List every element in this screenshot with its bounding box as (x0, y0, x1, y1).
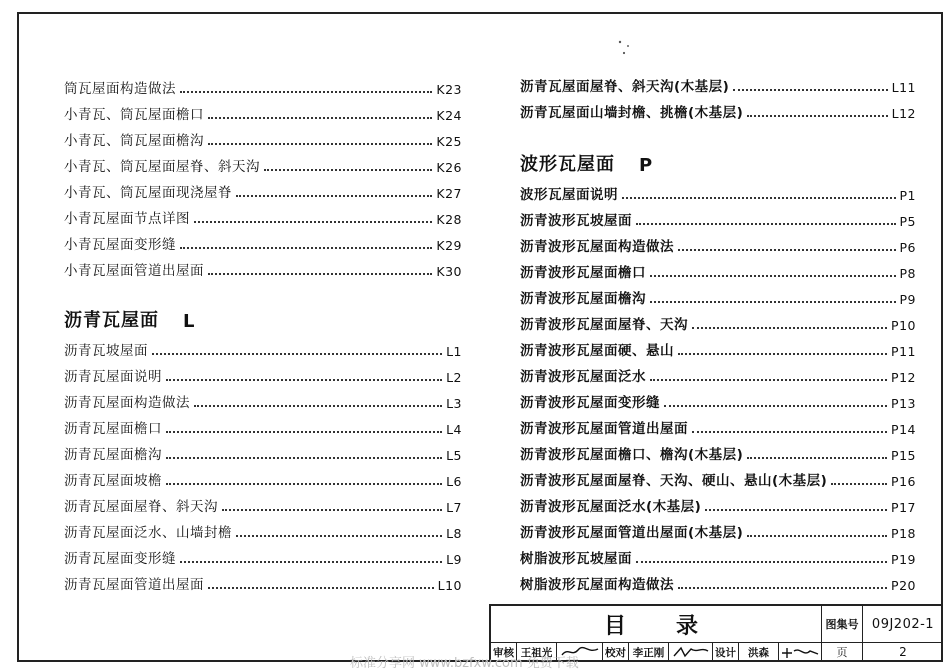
scan-specks (610, 36, 640, 60)
dot-leader (622, 197, 896, 199)
toc-entry-title: 沥青波形瓦屋面泛水(木基层) (520, 498, 702, 515)
dot-leader (692, 431, 887, 433)
dot-leader (194, 405, 442, 407)
section-heading-text: 沥青瓦屋面 (64, 310, 159, 331)
toc-entry[interactable] (520, 514, 916, 540)
toc-entry[interactable] (520, 176, 916, 202)
dot-leader (166, 483, 442, 485)
toc-entry-title: 小青瓦、筒瓦屋面檐口 (64, 106, 204, 123)
toc-entry-page-code: P14 (891, 421, 916, 437)
toc-entry-page-code: P20 (891, 577, 916, 593)
dot-leader (180, 91, 432, 93)
section-heading-text: 波形瓦屋面 (520, 154, 615, 175)
toc-entry[interactable] (64, 226, 462, 252)
review-name: 王祖光 (517, 642, 557, 662)
toc-entry-title: 沥青瓦屋面山墙封檐、挑檐(木基层) (520, 104, 744, 121)
toc-entry-page-code: P15 (891, 447, 916, 463)
toc-entry-title: 小青瓦屋面节点详图 (64, 210, 190, 227)
design-name: 洪森 (739, 642, 779, 662)
toc-entry[interactable] (520, 436, 916, 462)
toc-entry-page-code: L6 (446, 473, 462, 489)
toc-entry-title: 小青瓦、筒瓦屋面檐沟 (64, 132, 204, 149)
toc-entry-title: 沥青瓦屋面坡檐 (64, 472, 162, 489)
toc-entry[interactable] (520, 462, 916, 488)
toc-entry-title: 沥青波形瓦屋面檐口、檐沟(木基层) (520, 446, 744, 463)
dot-leader (208, 587, 434, 589)
toc-entry-page-code: K24 (436, 107, 462, 123)
toc-entry[interactable] (64, 122, 462, 148)
dot-leader (222, 509, 442, 511)
dot-leader (692, 327, 887, 329)
toc-entry[interactable] (64, 540, 462, 566)
toc-entry-page-code: L4 (446, 421, 462, 437)
toc-entry[interactable] (520, 306, 916, 332)
title-block-title: 目录 (603, 613, 748, 639)
toc-entry-title: 小青瓦屋面管道出屋面 (64, 262, 204, 279)
toc-right-column (520, 68, 916, 592)
review-role: 审核 (491, 642, 517, 662)
toc-entry-page-code: L2 (446, 369, 462, 385)
toc-entry[interactable] (64, 200, 462, 226)
toc-entry-page-code: L1 (446, 343, 462, 359)
toc-entry[interactable] (520, 358, 916, 384)
toc-entry[interactable] (64, 70, 462, 96)
toc-entry-page-code: K26 (436, 159, 462, 175)
proofread-signature (669, 642, 713, 662)
toc-entry-title: 沥青瓦屋面檐沟 (64, 446, 162, 463)
toc-entry-page-code: K28 (436, 211, 462, 227)
proofread-name: 李正刚 (629, 642, 669, 662)
section-heading-asphalt-shingle (64, 302, 462, 332)
toc-entry-title: 小青瓦、筒瓦屋面屋脊、斜天沟 (64, 158, 260, 175)
toc-entry-title: 沥青瓦屋面屋脊、斜天沟 (64, 498, 218, 515)
dot-leader (747, 115, 887, 117)
toc-entry-title: 沥青波形瓦屋面构造做法 (520, 238, 674, 255)
toc-entry-title: 沥青瓦坡屋面 (64, 342, 148, 359)
dot-leader (705, 509, 887, 511)
toc-entry[interactable] (520, 488, 916, 514)
section-letter: P (639, 155, 654, 176)
toc-entry-page-code: L5 (446, 447, 462, 463)
dot-leader (831, 483, 887, 485)
toc-entry-page-code: P5 (899, 213, 916, 229)
toc-entry[interactable] (64, 148, 462, 174)
toc-entry[interactable] (64, 96, 462, 122)
toc-entry-title: 小青瓦屋面变形缝 (64, 236, 176, 253)
toc-entry[interactable] (64, 462, 462, 488)
toc-entry-page-code: P11 (891, 343, 916, 359)
toc-entry-title: 沥青瓦屋面泛水、山墙封檐 (64, 524, 232, 541)
title-block-main-row (491, 606, 943, 643)
dot-leader (678, 249, 896, 251)
toc-entry-page-code: L7 (446, 499, 462, 515)
toc-left-column (64, 70, 462, 592)
toc-entry[interactable] (520, 254, 916, 280)
dot-leader (208, 143, 432, 145)
dot-leader (733, 89, 887, 91)
dot-leader (180, 247, 432, 249)
toc-entry-title: 沥青瓦屋面管道出屋面 (64, 576, 204, 593)
toc-entry[interactable] (64, 332, 462, 358)
watermark: 标准分享网 www.bzfxw.com 免费下载 (350, 656, 579, 671)
toc-entry-title: 沥青波形瓦屋面屋脊、天沟、硬山、悬山(木基层) (520, 472, 828, 489)
toc-entry-title: 沥青波形瓦屋面管道出屋面 (520, 420, 688, 437)
toc-entry-page-code: P16 (891, 473, 916, 489)
toc-entry-page-code: P17 (891, 499, 916, 515)
dot-leader (236, 195, 432, 197)
section-letter: L (183, 311, 196, 332)
toc-entry[interactable] (520, 94, 916, 120)
toc-entry[interactable] (520, 540, 916, 566)
toc-entry-page-code: P9 (899, 291, 916, 307)
toc-entry-title: 沥青波形瓦屋面硬、悬山 (520, 342, 674, 359)
toc-entry-page-code: P12 (891, 369, 916, 385)
toc-entry[interactable] (520, 566, 916, 592)
toc-entry[interactable] (520, 410, 916, 436)
toc-entry-title: 树脂波形瓦坡屋面 (520, 550, 632, 567)
toc-entry[interactable] (520, 202, 916, 228)
dot-leader (208, 273, 432, 275)
toc-entry-title: 波形瓦屋面说明 (520, 186, 618, 203)
dot-leader (194, 221, 432, 223)
toc-entry-page-code: K29 (436, 237, 462, 253)
toc-entry-page-code: K30 (436, 263, 462, 279)
dot-leader (636, 561, 887, 563)
dot-leader (180, 561, 442, 563)
dot-leader (678, 587, 887, 589)
toc-entry-title: 沥青瓦屋面屋脊、斜天沟(木基层) (520, 78, 730, 95)
toc-entry-page-code: L9 (446, 551, 462, 567)
toc-entry[interactable] (64, 358, 462, 384)
dot-leader (166, 431, 442, 433)
dot-leader (747, 535, 887, 537)
dot-leader (664, 405, 887, 407)
dot-leader (747, 457, 887, 459)
toc-entry-page-code: L3 (446, 395, 462, 411)
toc-entry[interactable] (520, 332, 916, 358)
dot-leader (264, 169, 432, 171)
toc-entry-page-code: P6 (899, 239, 916, 255)
toc-entry-title: 沥青波形瓦屋面屋脊、天沟 (520, 316, 688, 333)
atlas-number: 09J202-1 (871, 616, 935, 632)
toc-entry-page-code: K23 (436, 81, 462, 97)
proofread-role: 校对 (603, 642, 629, 662)
design-role: 设计 (713, 642, 739, 662)
toc-entry-page-code: P13 (891, 395, 916, 411)
toc-entry[interactable] (64, 410, 462, 436)
dot-leader (678, 353, 887, 355)
design-signature (779, 642, 821, 662)
dot-leader (208, 117, 432, 119)
toc-entry-page-code: L10 (437, 577, 462, 593)
toc-entry-page-code: L11 (891, 79, 916, 95)
toc-entry-page-code: P19 (891, 551, 916, 567)
toc-entry-title: 沥青瓦屋面说明 (64, 368, 162, 385)
dot-leader (650, 379, 887, 381)
toc-entry[interactable] (64, 252, 462, 278)
toc-entry[interactable] (520, 384, 916, 410)
section-heading-corrugated-tile (520, 146, 916, 176)
toc-entry-title: 沥青瓦屋面构造做法 (64, 394, 190, 411)
toc-entry[interactable] (64, 436, 462, 462)
toc-entry-page-code: K25 (436, 133, 462, 149)
toc-entry-page-code: P8 (899, 265, 916, 281)
toc-entry[interactable] (64, 384, 462, 410)
toc-entry-title: 沥青波形瓦坡屋面 (520, 212, 632, 229)
dot-leader (650, 301, 896, 303)
toc-entry-title: 树脂波形瓦屋面构造做法 (520, 576, 674, 593)
toc-entry-title: 沥青波形瓦屋面泛水 (520, 368, 646, 385)
toc-entry-title: 沥青波形瓦屋面檐口 (520, 264, 646, 281)
dot-leader (166, 457, 442, 459)
atlas-number-label: 图集号 (821, 606, 863, 642)
page-number: 2 (899, 645, 907, 659)
toc-entry-page-code: K27 (436, 185, 462, 201)
dot-leader (166, 379, 442, 381)
toc-entry-title: 沥青瓦屋面变形缝 (64, 550, 176, 567)
dot-leader (636, 223, 896, 225)
toc-entry-page-code: L8 (446, 525, 462, 541)
toc-entry-title: 沥青波形瓦屋面檐沟 (520, 290, 646, 307)
page-label: 页 (821, 642, 863, 662)
toc-entry-page-code: P1 (899, 187, 916, 203)
toc-entry[interactable] (520, 68, 916, 94)
toc-entry[interactable] (520, 280, 916, 306)
toc-entry[interactable] (64, 566, 462, 592)
dot-leader (152, 353, 442, 355)
toc-entry[interactable] (64, 174, 462, 200)
toc-entry[interactable] (64, 488, 462, 514)
toc-entry-title: 筒瓦屋面构造做法 (64, 80, 176, 97)
toc-entry-page-code: P10 (891, 317, 916, 333)
toc-entry-page-code: L12 (891, 105, 916, 121)
toc-entry-title: 沥青波形瓦屋面变形缝 (520, 394, 660, 411)
toc-entry-title: 沥青波形瓦屋面管道出屋面(木基层) (520, 524, 744, 541)
toc-entry-title: 沥青瓦屋面檐口 (64, 420, 162, 437)
toc-entry-page-code: P18 (891, 525, 916, 541)
toc-entry[interactable] (64, 514, 462, 540)
dot-leader (650, 275, 896, 277)
dot-leader (236, 535, 442, 537)
toc-entry-title: 小青瓦、筒瓦屋面现浇屋脊 (64, 184, 232, 201)
toc-entry[interactable] (520, 228, 916, 254)
